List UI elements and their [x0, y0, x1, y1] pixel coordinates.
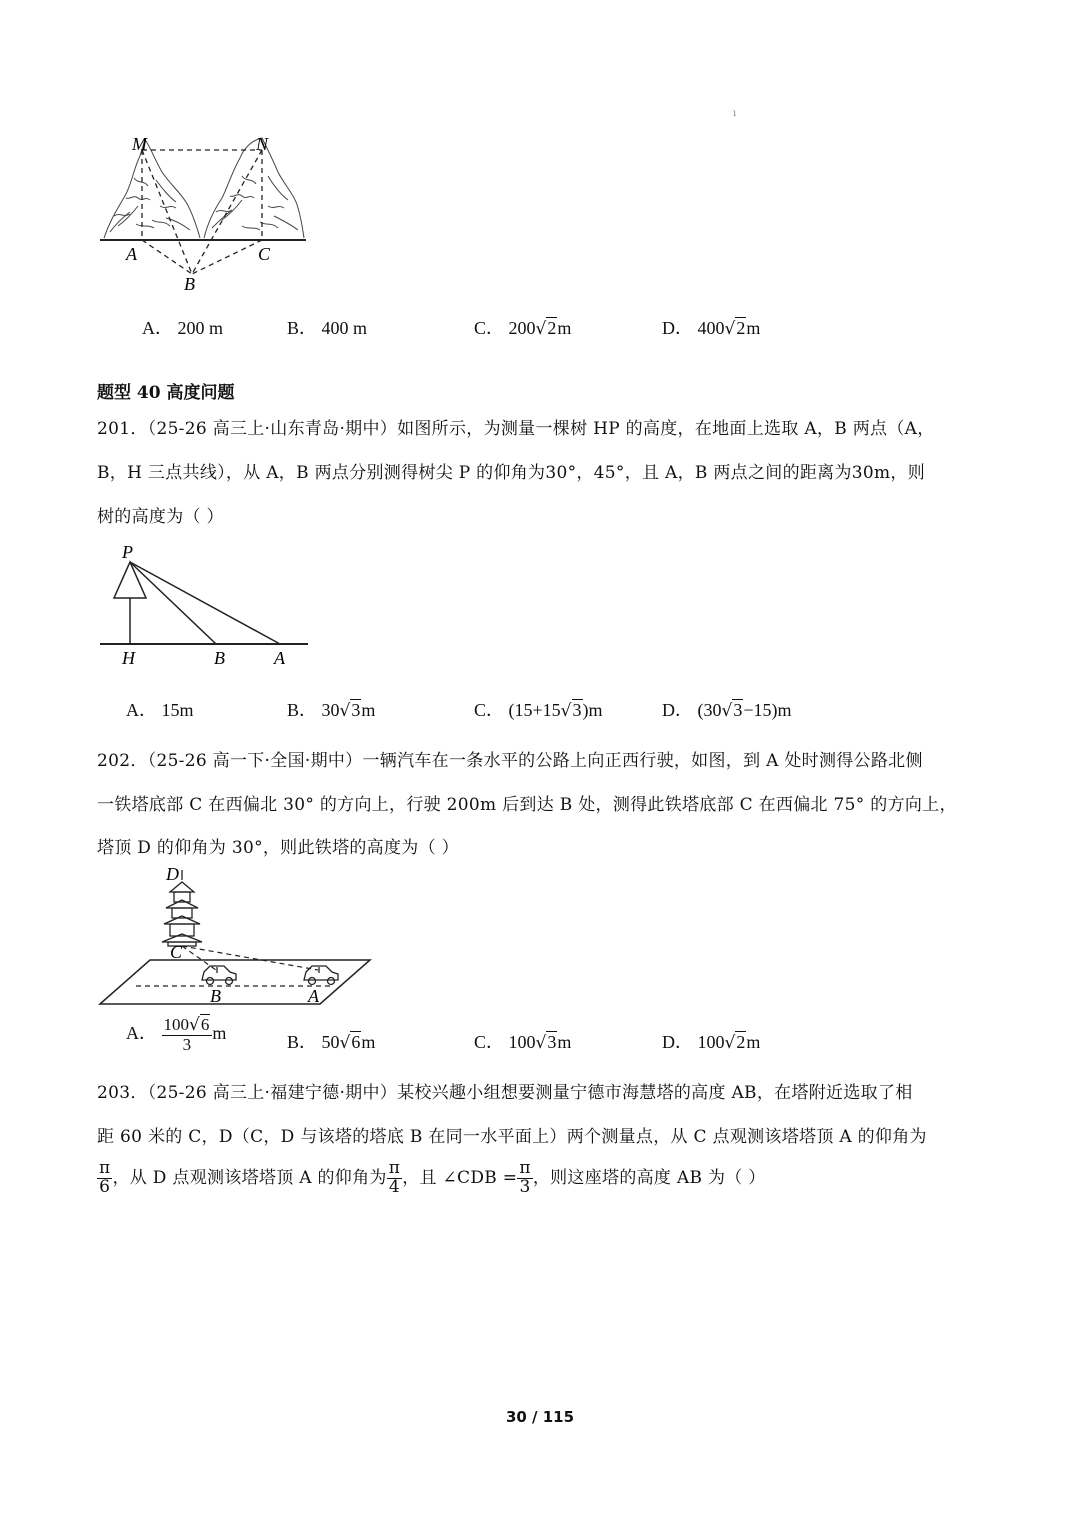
sight-line-b: [130, 562, 216, 644]
sqrt: √2: [535, 318, 557, 339]
q202-line-3: 塔顶 D 的仰角为 30°，则此铁塔的高度为（ ）: [97, 838, 459, 858]
q201-line-2: B，H 三点共线），从 A，B 两点分别测得树尖 P 的仰角为30°，45°，且 A，B 两点之间的距离为30m，则: [97, 463, 926, 483]
q201-option-a[interactable]: A． 15m: [126, 700, 194, 720]
fraction-pi-3: $\frac{\pi}{3}$: [519, 1158, 531, 1197]
label-A: A: [274, 648, 285, 668]
label-P: P: [122, 542, 133, 562]
label-B: B: [210, 986, 221, 1006]
q202-option-a[interactable]: A． $\frac{100√6}{3}$ m: [126, 1015, 227, 1054]
tower-figure: [96, 862, 376, 1010]
label-C: C: [258, 244, 271, 264]
label-C: C: [170, 942, 183, 962]
q201-option-b[interactable]: B． 30√3m: [287, 700, 376, 721]
tree-figure: [96, 540, 316, 670]
label-M: M: [132, 134, 147, 154]
q202-line-2: 一铁塔底部 C 在西偏北 30° 的方向上，行驶 200m 后到达 B 处，测得此铁塔底部 C 在西偏北 75° 的方向上，: [97, 795, 957, 815]
q201-option-c[interactable]: C． (15+15√3)m: [474, 700, 603, 721]
label-H: H: [122, 648, 135, 668]
label-D: D: [166, 864, 179, 884]
car-a: [304, 966, 338, 985]
q200-option-c[interactable]: C． 200√2m: [474, 318, 572, 339]
page-number: 30 / 115: [505, 1408, 575, 1426]
road-plane: [100, 960, 370, 1004]
q202-option-c[interactable]: C． 100√3m: [474, 1032, 572, 1053]
q202-option-d[interactable]: D． 100√2m: [662, 1032, 761, 1053]
car-b: [202, 966, 236, 985]
fraction-pi-6: $\frac{\pi}{6}$: [99, 1158, 111, 1197]
section-title: 题型 40 高度问题: [97, 383, 235, 403]
q203-line-3: $\frac{\pi}{6}$ ，从 D 点观测该塔塔顶 A 的仰角为 $\frac{\pi}{4}$ ，且 ∠CDB = $\frac{\pi}{3}$ ，则这座塔的高度 AB 为（ ）: [99, 1158, 766, 1197]
sqrt: √3: [560, 700, 582, 721]
sqrt: √6: [339, 1032, 361, 1053]
q201-line-1: 201．（25-26 高三上·山东青岛·期中）如图所示，为测量一棵树 HP 的高度，在地面上选取 A，B 两点（A，: [97, 419, 935, 439]
fraction: $\frac{100√6}{3}$: [162, 1016, 213, 1054]
fraction-pi-4: $\frac{\pi}{4}$: [388, 1158, 401, 1197]
sqrt: √3: [721, 700, 743, 721]
label-N: N: [256, 134, 269, 154]
sight-line-c-a: [182, 946, 318, 970]
sight-line-a: [130, 562, 280, 644]
q201-option-d[interactable]: D． (30√3−15)m: [662, 700, 792, 721]
label-B: B: [214, 648, 225, 668]
sqrt: √3: [339, 700, 361, 721]
label-B: B: [184, 274, 195, 294]
q203-line-2: 距 60 米的 C，D（C，D 与该塔的塔底 B 在同一水平面上）两个测量点，从 C 点观测该塔塔顶 A 的仰角为: [97, 1127, 927, 1147]
sqrt: √2: [724, 318, 746, 339]
label-A: A: [126, 244, 137, 264]
label-A: A: [308, 986, 319, 1006]
mountains-figure: [96, 128, 316, 298]
q203-line-1: 203．（25-26 高三上·福建宁德·期中）某校兴趣小组想要测量宁德市海慧塔的高度 AB，在塔附近选取了相: [97, 1083, 913, 1103]
q200-option-d[interactable]: D． 400√2m: [662, 318, 761, 339]
left-mountain: [104, 138, 200, 238]
sqrt: √2: [724, 1032, 746, 1053]
q200-option-a[interactable]: A． 200 m: [142, 318, 224, 338]
sqrt: √3: [535, 1032, 557, 1053]
q201-line-3: 树的高度为（ ）: [97, 507, 224, 527]
q200-option-b[interactable]: B． 400 m: [287, 318, 368, 338]
q202-line-1: 202．（25-26 高一下·全国·期中）一辆汽车在一条水平的公路上向正西行驶，如图，到 A 处时测得公路北侧: [97, 751, 923, 771]
q202-option-b[interactable]: B． 50√6m: [287, 1032, 376, 1053]
right-mountain: [204, 138, 304, 238]
page-marker: ı: [733, 108, 737, 119]
